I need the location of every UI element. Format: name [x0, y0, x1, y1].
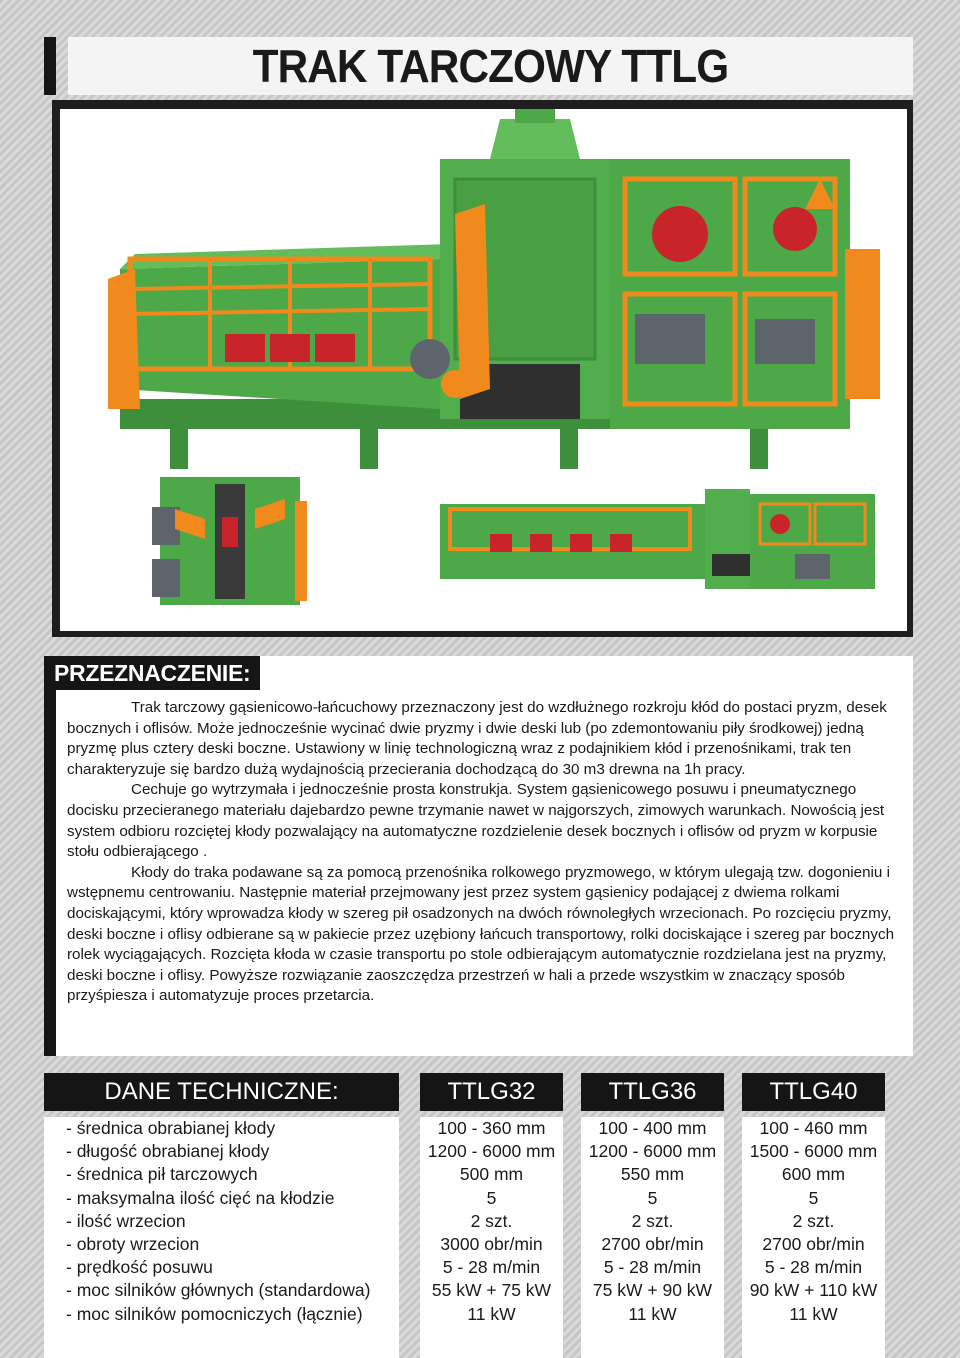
spec-label: - obroty wrzecion: [66, 1233, 200, 1254]
spec-value: 2 szt.: [470, 1210, 513, 1231]
spec-value: 75 kW + 90 kW: [592, 1280, 713, 1301]
model-heading-ttlg40: TTLG40: [742, 1073, 885, 1111]
spec-value: 5: [808, 1187, 819, 1208]
purpose-accent-bar: [44, 656, 56, 1056]
spec-value: 1200 - 6000 mm: [588, 1141, 717, 1162]
spec-value: 3000 obr/min: [440, 1233, 543, 1254]
spec-value: 90 kW + 110 kW: [749, 1280, 878, 1301]
page-title: TRAK TARCZOWY TTLG: [252, 40, 729, 92]
spec-value: 55 kW + 75 kW: [431, 1280, 552, 1301]
spec-label: - moc silników pomocniczych (łącznie): [66, 1303, 363, 1324]
spec-value: 11 kW: [467, 1303, 516, 1324]
title-accent-bar: [44, 37, 56, 95]
spec-label: - średnica pił tarczowych: [66, 1164, 258, 1185]
spec-label: - prędkość posuwu: [66, 1257, 213, 1278]
spec-value: 2700 obr/min: [762, 1233, 865, 1254]
spec-value: 5 - 28 m/min: [442, 1257, 541, 1278]
spec-value: 100 - 400 mm: [598, 1118, 707, 1138]
spec-label: - ilość wrzecion: [66, 1210, 186, 1231]
spec-value: 11 kW: [789, 1303, 838, 1324]
spec-value: 5: [486, 1187, 497, 1208]
purpose-description: [67, 698, 907, 1007]
spec-value: 1500 - 6000 mm: [749, 1141, 878, 1162]
spec-values-ttlg40: [742, 1117, 885, 1358]
title-box: [68, 37, 913, 95]
spec-values-ttlg32: [420, 1117, 563, 1358]
spec-value: 1200 - 6000 mm: [427, 1141, 556, 1162]
purpose-heading: PRZEZNACZENIE:: [44, 656, 260, 690]
spec-value: 600 mm: [781, 1164, 846, 1185]
spec-value: 11 kW: [628, 1303, 677, 1324]
machine-photo: [60, 109, 907, 631]
model-heading-ttlg36: TTLG36: [581, 1073, 724, 1111]
machine-illustration: [60, 109, 907, 631]
side-view: [440, 489, 875, 589]
main-machine-view: [108, 109, 880, 469]
purpose-paragraph-2: Cechuje go wytrzymała i jednocześnie prosta konstrukja. System gąsienicowego posuwu i pneumatycznego docisku przecieranego materiału dajebardzo pewne trzymanie nawet w najgorszych, zimowych warunkach. Nowością jest system odbioru rozciętej kłody pozwalający na automatyczne rozdzielenie desek bocznych i oflisów od pryzm w korpusie stołu odbierającego .: [67, 781, 885, 861]
spec-heading: DANE TECHNICZNE:: [44, 1073, 399, 1111]
purpose-paragraph-3: Kłody do traka podawane są za pomocą przenośnika rolkowego pryzmowego, w którym ulegają tzw. dogonieniu i wstępnemu centrowaniu. Następnie materiał przejmowany jest przez system gąsienicy podającej z dwiema rolkami dociskającymi, który wprowadza kłody w szereg pił osadzonych na dwóch równoległych wrzecionach. Po rozcięciu pryzmy, deski boczne i oflisy odbierane są w pakiecie przez uzębiony łańcuch transportowy, rolki dociskające i szereg par bocznych rolek wyciągających. Rozcięta kłoda w czasie transportu po stole odbierającym automatycznie rozdzielana jest na pryzmy, deski boczne i oflisy. Powyższe rozwiązanie zaoszczędza przestrzeń w hali a przede wszystkim w znaczący sposób przyśpiesza i automatyzuje proces przetarcia.: [67, 863, 895, 1005]
spec-values-ttlg36: [581, 1117, 724, 1358]
spec-value: 2 szt.: [792, 1210, 835, 1231]
purpose-paragraph-1: Trak tarczowy gąsienicowo-łańcuchowy przeznaczony jest do wzdłużnego rozkroju kłód do postaci pryzm, desek bocznych i oflisów. Może jednocześnie wycinać dwie pryzmy i dwie deski lub (po zdemontowaniu piły środkowej) jedną pryzmę plus cztery deski boczne. Ustawiony w linię technologiczną wraz z podajnikiem kłód i przenośnikami, trak ten charakteryzuje się bardzo dużą wydajnością przecierania dochodzącą do 30 m3 drewna na 1h pracy.: [67, 699, 887, 778]
spec-value: 550 mm: [620, 1164, 685, 1185]
end-view: [152, 477, 307, 605]
spec-value: 5 - 28 m/min: [603, 1257, 702, 1278]
spec-value: 2 szt.: [631, 1210, 674, 1231]
spec-value: 5: [647, 1187, 658, 1208]
model-heading-ttlg32: TTLG32: [420, 1073, 563, 1111]
spec-label: - moc silników głównych (standardowa): [66, 1280, 371, 1301]
spec-value: 100 - 460 mm: [759, 1118, 868, 1138]
spec-labels: [44, 1117, 399, 1358]
spec-label: - średnica obrabianej kłody: [66, 1118, 276, 1138]
spec-value: 5 - 28 m/min: [764, 1257, 863, 1278]
spec-value: 500 mm: [459, 1164, 524, 1185]
machine-photo-frame: [52, 100, 913, 637]
spec-value: 2700 obr/min: [601, 1233, 704, 1254]
spec-label: - długość obrabianej kłody: [66, 1141, 270, 1162]
spec-label: - maksymalna ilość cięć na kłodzie: [66, 1187, 335, 1208]
spec-value: 100 - 360 mm: [437, 1118, 546, 1138]
